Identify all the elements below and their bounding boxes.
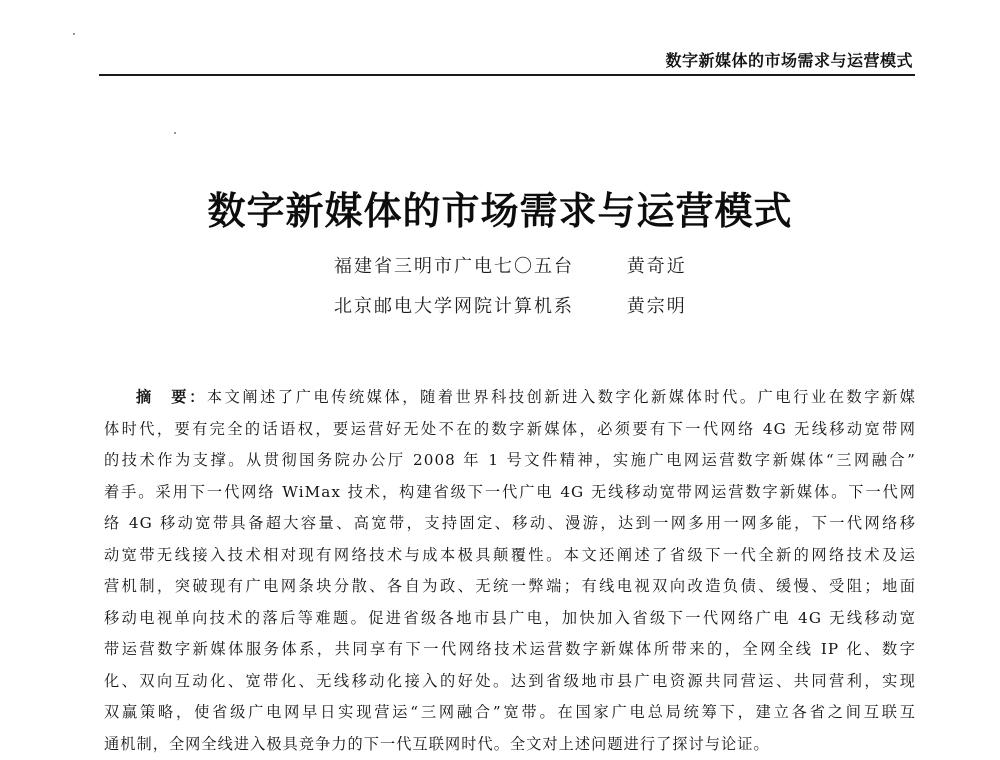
author-row-2 — [334, 292, 687, 318]
article-title: 数字新媒体的市场需求与运营模式 — [207, 188, 793, 233]
abstract-line — [104, 382, 916, 414]
scan-speck — [73, 33, 75, 35]
abstract-line: 体时代，要有完全的话语权，要运营好无处不在的数字新媒体，必须要有下一代网络 4G 无线移动宽带网 — [104, 419, 916, 438]
abstract-line: 络 4G 移动宽带具备超大容量、高宽带，支持固定、移动、漫游，达到一网多用一网多能，下一代网络移 — [104, 514, 916, 532]
author-affiliation: 北京邮电大学网院计算机系 — [334, 296, 574, 317]
author-affiliation: 福建省三明市广电七〇五台 — [334, 256, 574, 277]
author-row-1 — [334, 252, 687, 278]
running-header-title: 数字新媒体的市场需求与运营模式 — [665, 51, 913, 70]
abstract-line: 的技术作为支撑。从贯彻国务院办公厅 2008 年 1 号文件精神，实施广电网运营数字新媒体“三网融合” — [104, 451, 916, 469]
abstract-line: 化、双向互动化、宽带化、无线移动化接入的好处。达到省级地市县广电资源共同营运、共同营利，实现 — [104, 671, 916, 690]
abstract-line: 移动电视单向技术的落后等难题。促进省级各地市县广电，加快加入省级下一代网络广电 4G 无线移动宽 — [104, 608, 916, 627]
abstract-line: 着手。采用下一代网络 WiMax 技术，构建省级下一代广电 4G 无线移动宽带网运营数字新媒体。下一代网 — [104, 482, 916, 501]
author-name: 黄宗明 — [626, 296, 687, 317]
abstract-label-part: 要： — [169, 388, 207, 406]
abstract — [104, 382, 916, 760]
running-header — [99, 44, 915, 76]
abstract-label-part: 摘 — [136, 388, 154, 406]
abstract-line: 营机制，突破现有广电网条块分散、各自为政、无统一弊端；有线电视双向改造负债、缓慢、受阻；地面 — [104, 577, 916, 595]
scan-speck — [174, 132, 176, 134]
abstract-line: 双赢策略，使省级广电网早日实现营运“三网融合”宽带。在国家广电总局统筹下，建立各省之间互联互 — [104, 703, 916, 721]
abstract-line: 带运营数字新媒体服务体系，共同享有下一代网络技术运营数字新媒体所带来的，全网全线 IP 化、数字 — [104, 640, 916, 658]
abstract-line: 动宽带无线接入技术相对现有网络技术与成本极具颠覆性。本文还阐述了省级下一代全新的网络技术及运 — [104, 545, 916, 564]
abstract-text: 本文阐述了广电传统媒体，随着世界科技创新进入数字化新媒体时代。广电行业在数字新媒 — [206, 388, 917, 406]
abstract-label — [136, 388, 207, 406]
abstract-line: 通机制，全网全线进入极具竞争力的下一代互联网时代。全文对上述问题进行了探讨与论证。 — [104, 734, 770, 753]
author-name: 黄奇近 — [626, 256, 687, 277]
